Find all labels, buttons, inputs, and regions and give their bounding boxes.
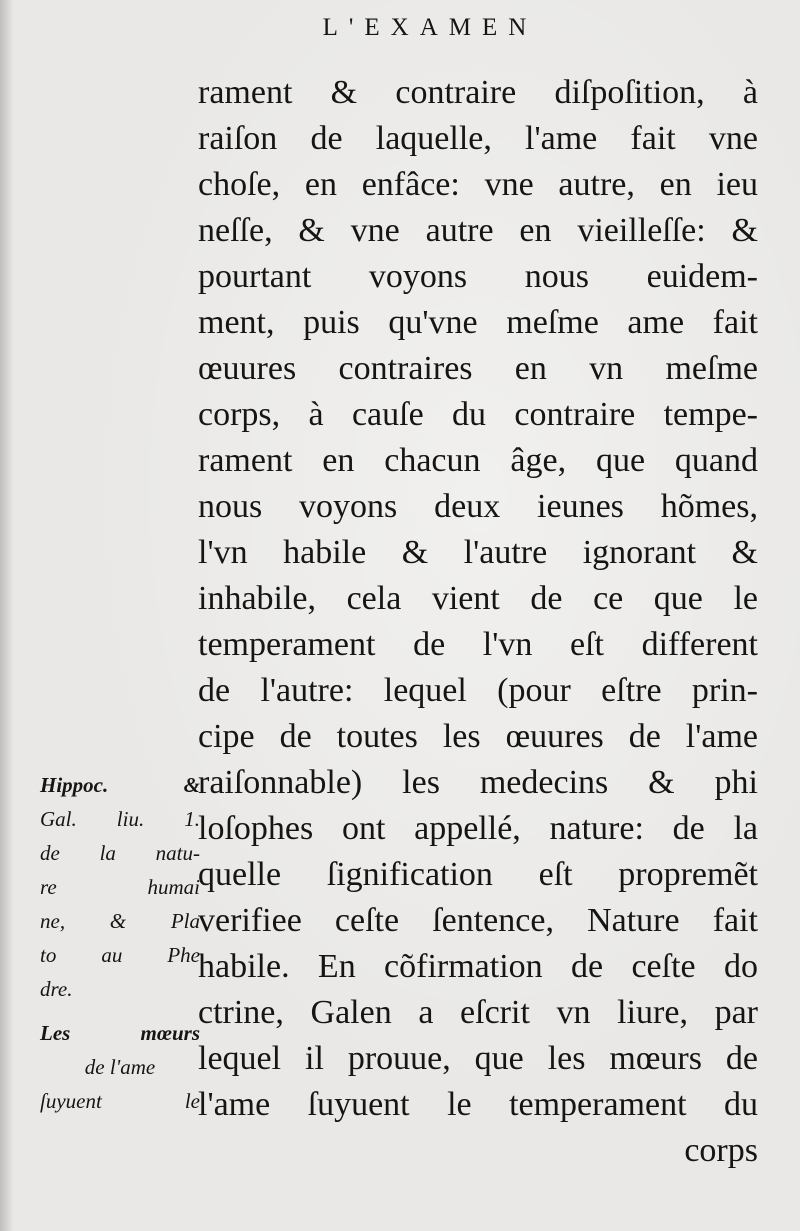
margin-note-line: de la natu- [40, 841, 200, 865]
margin-note-line: ne, & Pla [40, 909, 200, 933]
text-line: pourtant voyons nous euidem- [198, 258, 758, 295]
text-line: raiſonnable) les medecins & phi [198, 764, 758, 801]
text-line: de l'autre: lequel (pour eſtre prin- [198, 672, 758, 709]
margin-note-line: Les mœurs [40, 1021, 200, 1045]
text-line: habile. En cõfirmation de ceſte do [198, 948, 758, 985]
text-line: choſe, en enfâce: vne autre, en ieu [198, 166, 758, 203]
margin-note-line: re humai [40, 875, 200, 899]
text-line: rament en chacun âge, que quand [198, 442, 758, 479]
margin-note-line: to au Phe [40, 943, 200, 967]
text-line: ctrine, Galen a eſcrit vn liure, par [198, 994, 758, 1031]
margin-note-line: de l'ame [84, 1055, 156, 1079]
text-line: ment, puis qu'vne meſme ame fait [198, 304, 758, 341]
text-line: nous voyons deux ieunes hõmes, [198, 488, 758, 525]
text-line: cipe de toutes les œuures de l'ame [198, 718, 758, 755]
text-line: corps, à cauſe du contraire tempe- [198, 396, 758, 433]
text-line: temperament de l'vn eſt different [198, 626, 758, 663]
text-line: raiſon de laquelle, l'ame fait vne [198, 120, 758, 157]
page-gutter-shadow [0, 0, 14, 1231]
text-line: lequel il prouue, que les mœurs de [198, 1040, 758, 1077]
text-line: verifiee ceſte ſentence, Nature fait [198, 902, 758, 939]
text-line: l'ame ſuyuent le temperament du [198, 1086, 758, 1123]
text-line: l'vn habile & l'autre ignorant & [198, 534, 758, 571]
text-line: œuures contraires en vn meſme [198, 350, 758, 387]
text-line: rament & contraire diſpoſition, à [198, 74, 758, 111]
margin-note-line: Gal. liu. 1. [40, 807, 200, 831]
margin-notes [40, 768, 200, 1118]
catchword: corps [684, 1132, 758, 1169]
margin-note-line: Hippoc. & [40, 773, 200, 797]
text-line: loſophes ont appellé, nature: de la [198, 810, 758, 847]
main-text-block [198, 70, 758, 1174]
margin-note-line: ſuyuent le [40, 1089, 200, 1113]
text-line: neſſe, & vne autre en vieilleſſe: & [198, 212, 758, 249]
text-line: quelle ſignification eſt propremẽt [198, 856, 758, 893]
running-head: L'EXAMEN [322, 14, 538, 41]
text-line: inhabile, cela vient de ce que le [198, 580, 758, 617]
margin-note-line: dre. [40, 977, 73, 1001]
